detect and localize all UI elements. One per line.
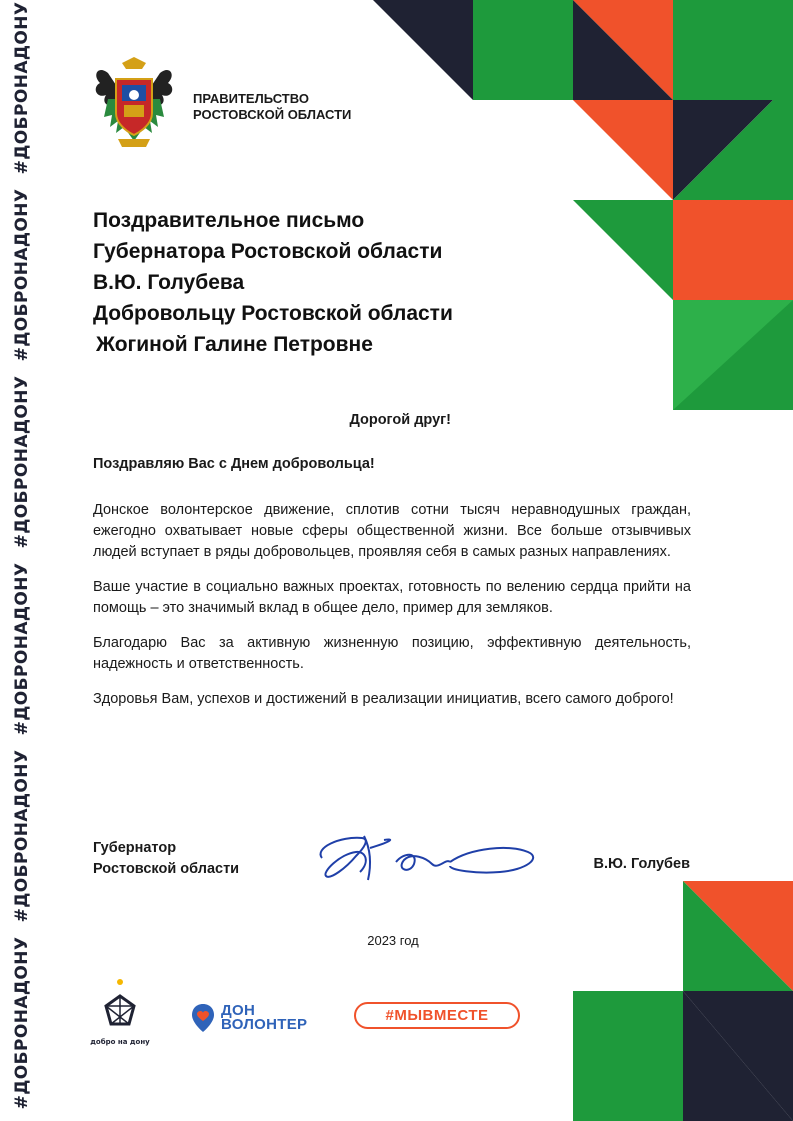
- body-paragraph: Ваше участие в социально важных проектах, готовность по велению сердца прийти на помощь – это значимый вклад в общее дело, пример для земляков.: [93, 579, 691, 616]
- don-volonter-logo: [191, 1002, 331, 1036]
- hashtag-pill: #МЫВМЕСТЕ: [354, 1002, 520, 1029]
- side-hashtag: #ДОБРОНАДОНУ: [12, 188, 32, 362]
- gov-name-line2: РОСТОВСКОЙ ОБЛАСТИ: [193, 107, 352, 122]
- signer-position-line2: Ростовской области: [93, 861, 240, 877]
- dobro-na-donu-logo: [88, 978, 152, 1048]
- letter-title: [93, 205, 553, 360]
- title-line: В.Ю. Голубева: [93, 271, 245, 294]
- don-volonter-text: [221, 1004, 307, 1032]
- body-paragraph: Донское волонтерское движение, сплотив сотни тысяч неравнодушных граждан, ежегодно охватывает новые сферы общественной жизни. Все больше отзывчивых людей вступает в ряды добровольцев, проявляя себя в самых разных направлениях.: [93, 502, 691, 560]
- letter-body: [93, 500, 691, 724]
- side-hashtag: #ДОБРОНАДОНУ: [12, 749, 32, 923]
- side-hashtag-strip: [0, 0, 44, 1121]
- congratulation-line: Поздравляю Вас с Днем добровольца!: [93, 456, 375, 472]
- government-name: [193, 91, 351, 123]
- rostov-coat-of-arms-icon: [88, 55, 180, 151]
- title-line: Добровольцу Ростовской области: [93, 302, 453, 325]
- gov-name-line1: ПРАВИТЕЛЬСТВО: [193, 91, 309, 106]
- letter-year: 2023 год: [367, 933, 419, 948]
- signer-name: В.Ю. Голубев: [593, 856, 690, 872]
- handwritten-signature: [300, 818, 545, 896]
- side-hashtag: #ДОБРОНАДОНУ: [12, 936, 32, 1110]
- side-hashtag: #ДОБРОНАДОНУ: [12, 375, 32, 549]
- footer-logos: [88, 978, 538, 1058]
- dobro-logo-text: добро на дону: [90, 1038, 150, 1046]
- side-hashtag: #ДОБРОНАДОНУ: [12, 1, 32, 175]
- letterhead: [88, 55, 408, 155]
- recipient-name: Жогиной Галине Петровне: [96, 333, 373, 356]
- don-line2: ВОЛОНТЕР: [221, 1016, 308, 1033]
- signer-position-line1: Губернатор: [93, 840, 177, 856]
- corner-geometric-decoration-bottom: [573, 881, 793, 1121]
- title-line: Поздравительное письмо: [93, 209, 365, 232]
- body-paragraph: Благодарю Вас за активную жизненную позицию, эффективную деятельность, надежность и ответственность.: [93, 635, 691, 672]
- heart-pin-icon: [191, 1003, 215, 1033]
- side-hashtag: #ДОБРОНАДОНУ: [12, 562, 32, 736]
- don-line1: ДОН: [221, 1002, 256, 1019]
- signer-position: [93, 838, 239, 880]
- body-paragraph: Здоровья Вам, успехов и достижений в реализации инициатив, всего самого доброго!: [93, 691, 674, 707]
- greeting: Дорогой друг!: [349, 412, 451, 428]
- title-line: Губернатора Ростовской области: [93, 240, 443, 263]
